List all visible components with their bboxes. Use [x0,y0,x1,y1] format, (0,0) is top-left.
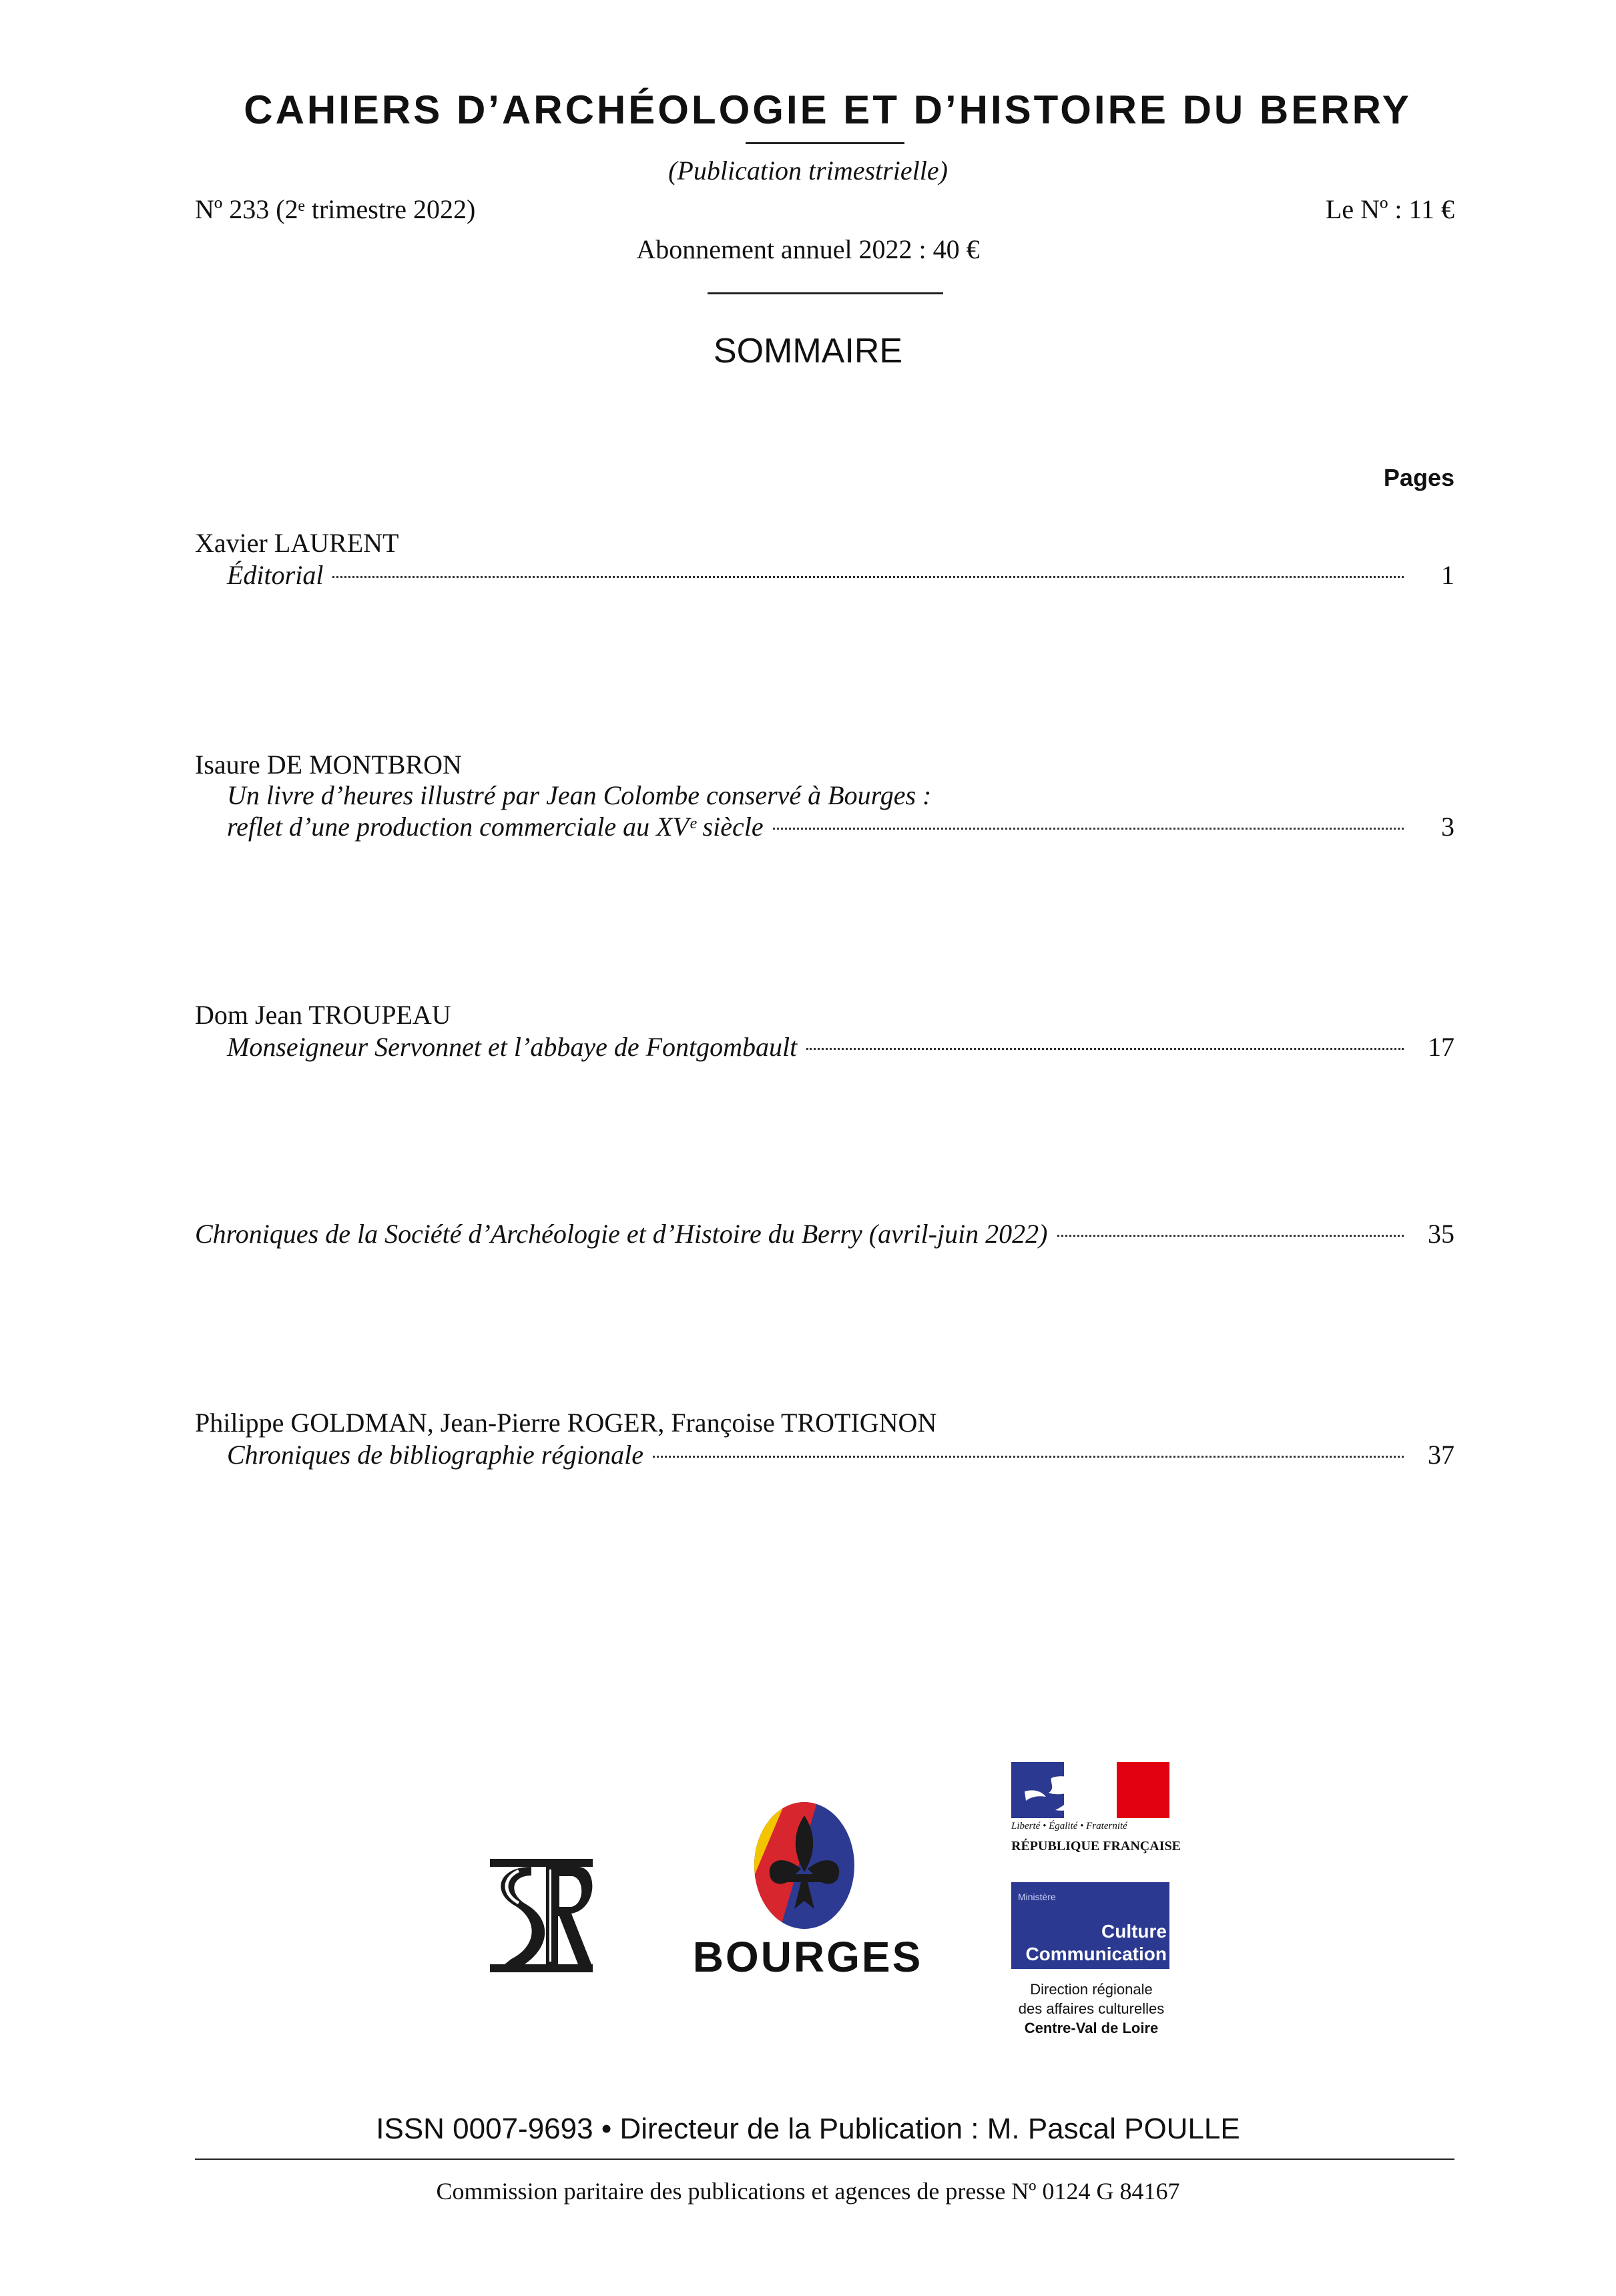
entry-page-number: 17 [1428,1032,1454,1062]
table-of-contents-entry[interactable] [227,1439,1454,1470]
entry-page-number: 1 [1441,560,1454,590]
summary-heading: SOMMAIRE [713,332,903,370]
entry-title[interactable]: Un livre d’heures illustré par Jean Colombe conservé à Bourges : [227,780,932,810]
title-divider [746,142,904,144]
ministry-culture-label: Culture [1101,1921,1167,1942]
entry-author: Isaure DE MONTBRON [195,750,462,780]
entry-page-number: 3 [1441,812,1454,842]
entry-title[interactable]: Monseigneur Servonnet et l’abbaye de Fontgombault [227,1032,798,1062]
journal-title: CAHIERS D’ARCHÉOLOGIE ET D’HISTOIRE DU BERRY [244,87,1412,132]
table-of-contents-entry[interactable] [227,1031,1454,1063]
entry-title-continuation[interactable]: reflet d’une production commerciale au XVᵉ siècle [227,812,764,842]
dot-leader [653,1456,1404,1458]
marianne-icon [1011,1762,1169,1818]
dot-leader [332,576,1404,578]
entry-page-number: 37 [1428,1440,1454,1470]
republic-motto: Liberté • Égalité • Fraternité [1011,1821,1127,1831]
drac-line: des affaires culturelles [1018,2000,1165,2017]
sahb-monogram-logo [485,1852,598,1979]
entry-page-number: 35 [1428,1219,1454,1249]
subscription-price: Abonnement annuel 2022 : 40 € [636,234,980,264]
dot-leader [1057,1235,1404,1237]
marianne-logo [1011,1762,1169,1851]
entry-title[interactable]: Chroniques de la Société d’Archéologie et d’Histoire du Berry (avril-juin 2022) [195,1219,1048,1249]
table-of-contents-entry[interactable] [227,811,1454,842]
drac-region: Centre-Val de Loire [1024,2020,1159,2036]
ministry-culture-logo [1011,1882,1169,1969]
ministry-label: Ministère [1018,1892,1056,1902]
issn-director-line: ISSN 0007-9693 • Directeur de la Publication : M. Pascal POULLE [376,2112,1240,2145]
issue-number: Nº 233 (2ᵉ trimestre 2022) [195,194,476,224]
dot-leader [773,828,1404,830]
republic-name: RÉPUBLIQUE FRANÇAISE [1011,1839,1181,1853]
entry-title[interactable]: Chroniques de bibliographie régionale [227,1440,644,1470]
table-of-contents-entry[interactable] [195,1218,1454,1249]
subscription-divider [708,292,943,294]
pages-column-header: Pages [1383,464,1454,491]
entry-author: Xavier LAURENT [195,528,399,558]
bourges-wordmark: BOURGES [692,1933,923,1981]
dot-leader [806,1048,1404,1050]
table-of-contents-entry[interactable] [227,559,1454,591]
footer-divider [195,2159,1454,2160]
issue-price: Le Nº : 11 € [1325,194,1454,224]
entry-title[interactable]: Éditorial [227,560,324,590]
entry-author: Philippe GOLDMAN, Jean-Pierre ROGER, Françoise TROTIGNON [195,1408,937,1438]
publication-frequency: (Publication trimestrielle) [668,156,948,186]
ministry-communication-label: Communication [1025,1944,1167,1964]
entry-author: Dom Jean TROUPEAU [195,1000,451,1030]
drac-line: Direction régionale [1030,1981,1153,1998]
commission-line: Commission paritaire des publications et agences de presse Nº 0124 G 84167 [436,2178,1180,2205]
